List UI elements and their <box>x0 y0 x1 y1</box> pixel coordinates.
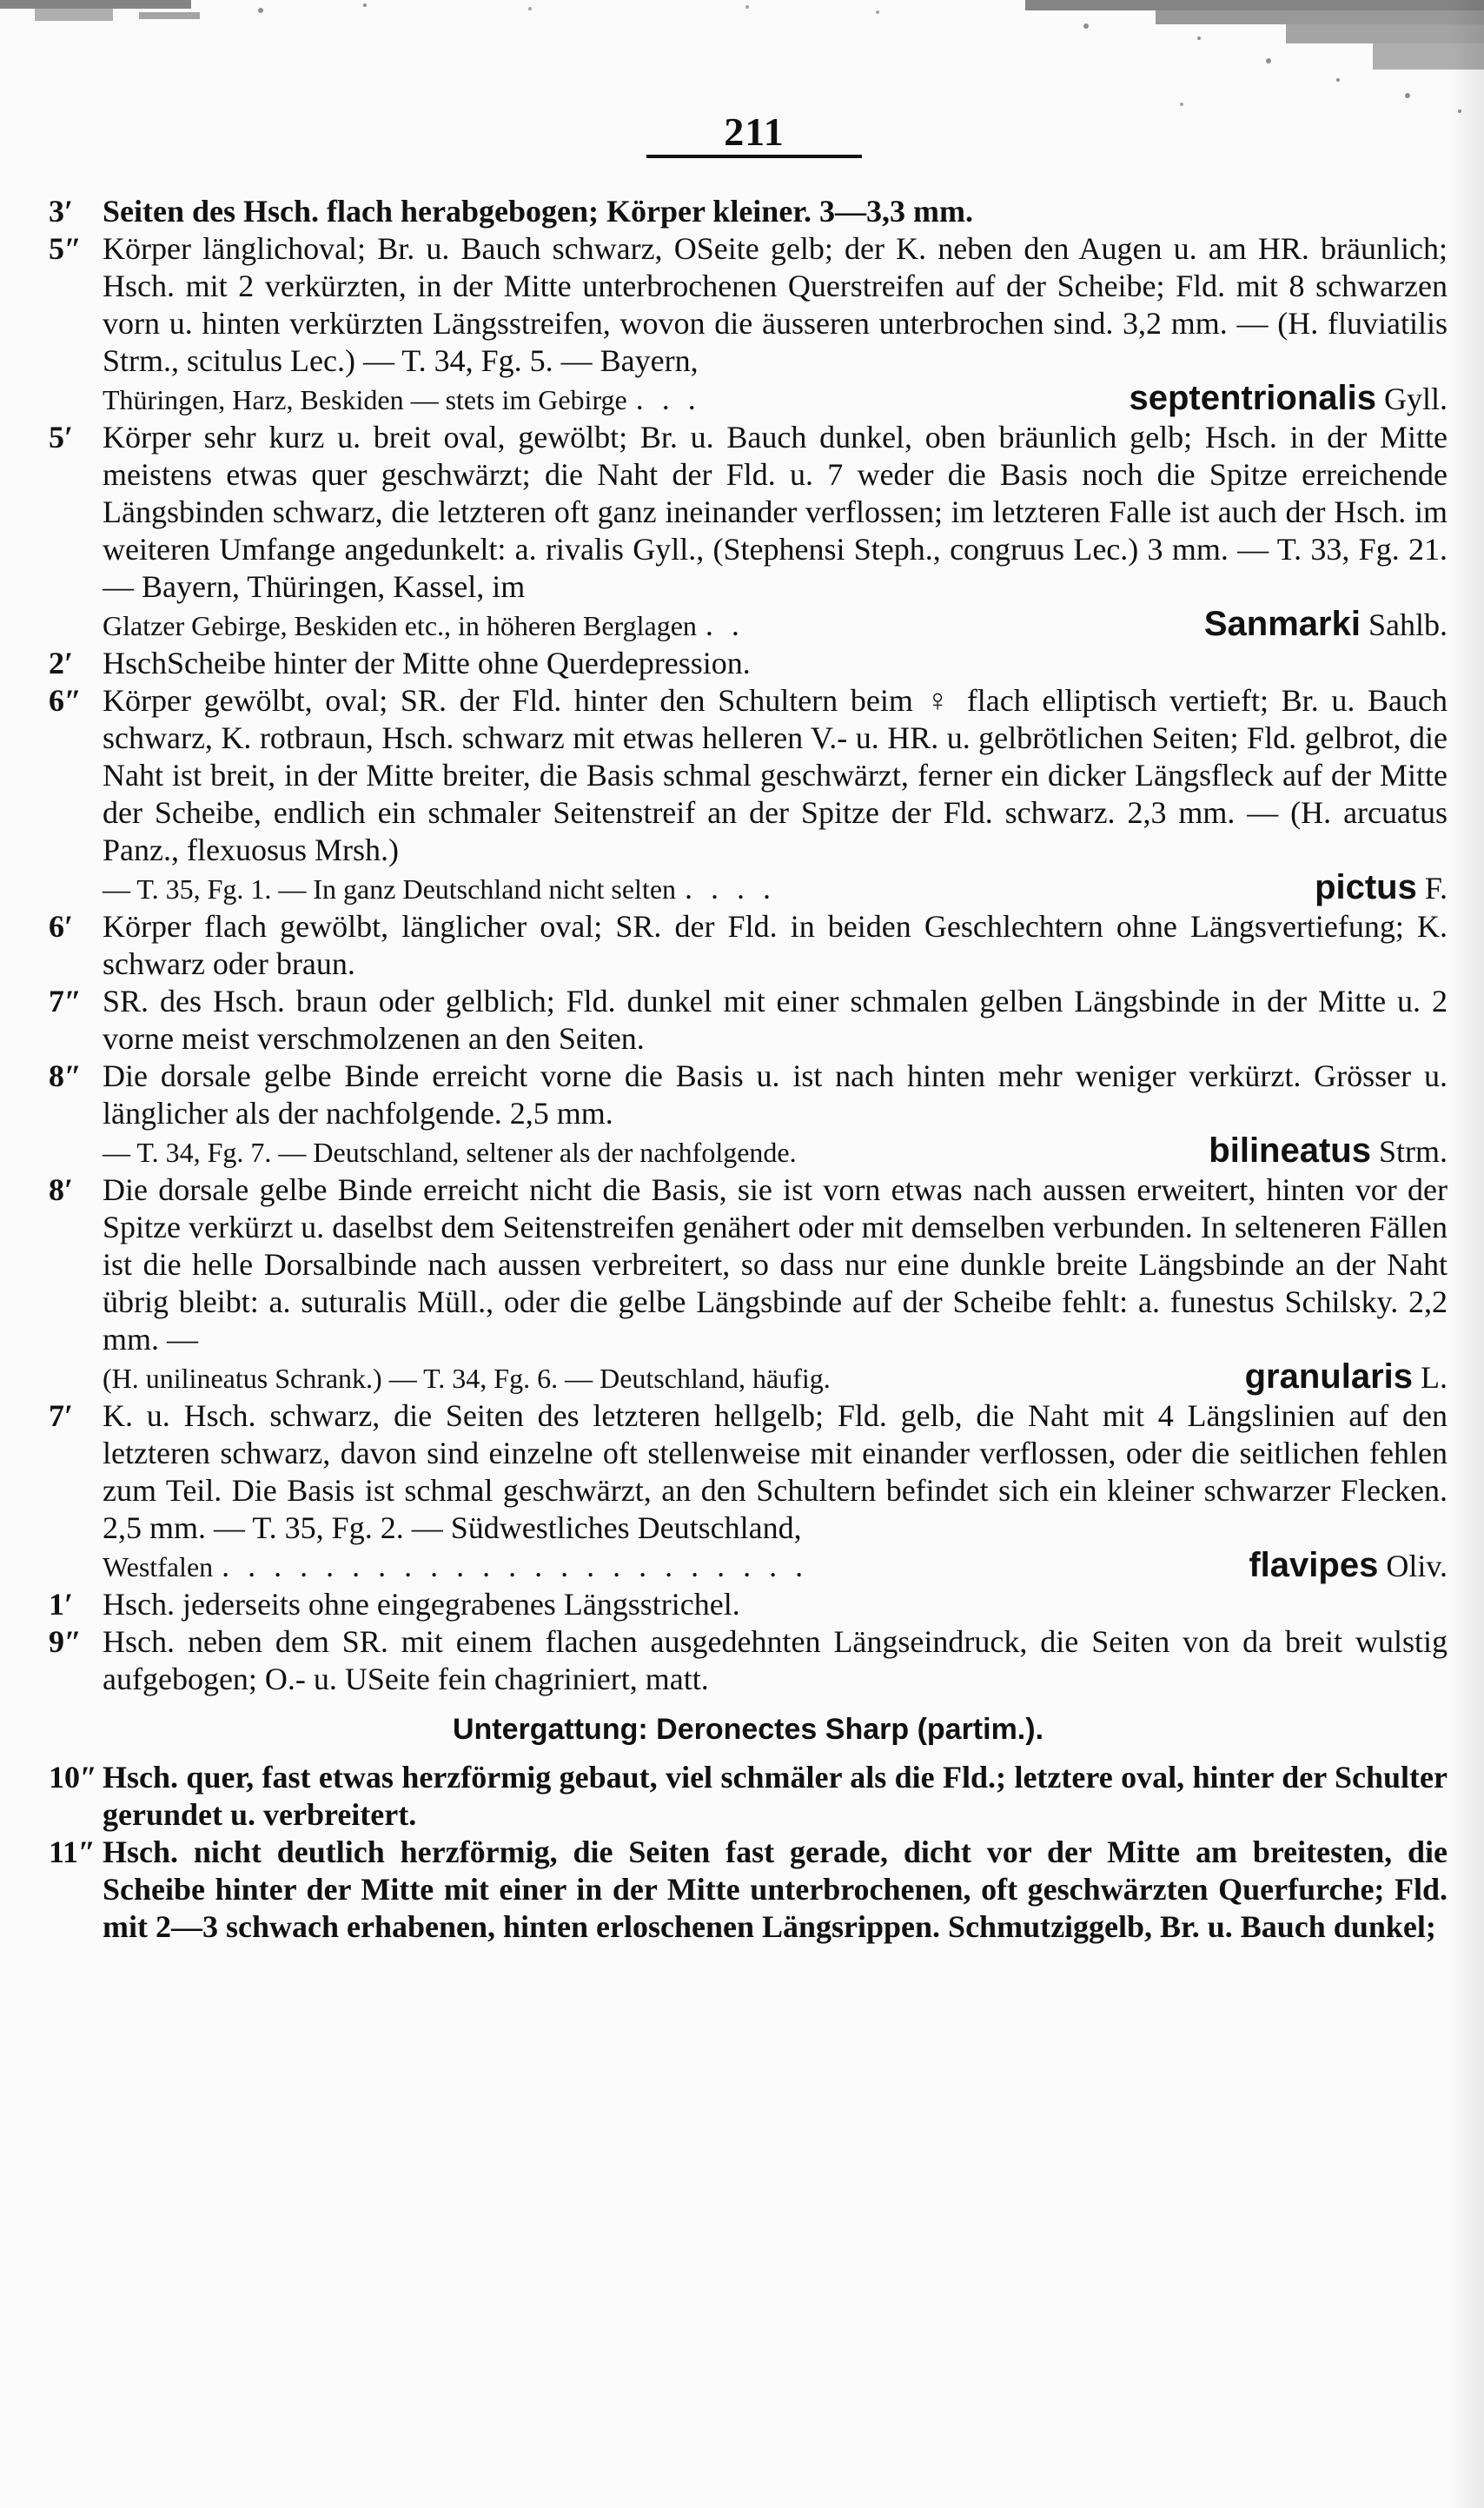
species-author: L. <box>1421 1360 1448 1395</box>
key-label: 5′ <box>49 420 74 454</box>
key-entry-8a <box>49 1058 1448 1171</box>
key-label: 3′ <box>49 194 74 229</box>
key-entry-6b <box>49 908 1448 983</box>
key-label: 7″ <box>49 984 82 1018</box>
species-author: Gyll. <box>1383 382 1448 416</box>
key-entry-6a <box>49 682 1448 908</box>
subgenus-heading: Untergattung: Deronectes Sharp (partim.). <box>452 1713 1044 1746</box>
species-line <box>103 380 1448 419</box>
locality: (H. unilineatus Schrank.) — T. 34, Fg. 6. — Deutschland, häufig. <box>103 1363 831 1394</box>
leader-dots: . . . . <box>685 871 777 906</box>
key-entry-5a <box>49 230 1448 419</box>
key-entry-9a <box>49 1623 1448 1698</box>
leader-dots: . . . . . . . . . . . . . . . . . . . . . . . <box>222 1549 809 1583</box>
key-label: 5″ <box>49 231 82 266</box>
key-entry-10a <box>49 1759 1448 1834</box>
species-name: flavipes <box>1249 1546 1379 1584</box>
leader-dots: . . <box>705 607 745 642</box>
key-label: 9″ <box>49 1624 82 1659</box>
page-number: 211 <box>724 109 785 154</box>
key-text: HschScheibe hinter der Mitte ohne Querdepression. <box>103 646 751 680</box>
species-name: bilineatus <box>1209 1131 1371 1170</box>
key-text: Hsch. jederseits ohne eingegrabenes Längsstrichel. <box>103 1587 740 1622</box>
locality: Thüringen, Harz, Beskiden — stets im Gebirge <box>103 384 627 415</box>
key-text: Die dorsale gelbe Binde erreicht vorne die Basis u. ist nach hinten mehr weniger verkürzt. Grösser u. länglicher als der nachfolgende. 2,5 mm. <box>103 1058 1448 1131</box>
page-edge-shadow <box>1449 0 1484 2508</box>
species-author: F. <box>1424 871 1448 906</box>
key-label: 1′ <box>49 1587 74 1622</box>
species-line <box>103 1547 1448 1586</box>
key-label: 6′ <box>49 909 74 944</box>
key-text: Körper flach gewölbt, länglicher oval; SR. der Fld. in beiden Geschlechtern ohne Längsvertiefung; K. schwarz oder braun. <box>103 909 1448 981</box>
key-entry-3b <box>49 193 1448 230</box>
species-line <box>103 869 1448 908</box>
key-entry-11a <box>49 1834 1448 1946</box>
page-number-rule <box>646 155 862 158</box>
key-text: K. u. Hsch. schwarz, die Seiten des letzteren hellgelb; Fld. gelb, die Naht mit 4 Längslinien auf den letzteren schwarz, davon sind einzelne oft stellenweise mit einander verflossen, oder die seitlichen fehlen zum Teil. Die Basis ist schmal geschwärzt, an den Schultern befindet sich ein kleiner schwarzer Flecken. 2,5 mm. — T. 35, Fg. 2. — Südwestliches Deutschland, <box>103 1398 1448 1545</box>
locality: — T. 34, Fg. 7. — Deutschland, seltener als der nachfolgende. <box>103 1137 797 1168</box>
key-label: 8″ <box>49 1058 82 1093</box>
species-author: Strm. <box>1378 1134 1448 1169</box>
key-label: 2′ <box>49 646 74 680</box>
key-entry-7b <box>49 1397 1448 1586</box>
scan-noise-top <box>0 0 1484 122</box>
locality: Glatzer Gebirge, Beskiden etc., in höheren Berglagen <box>103 610 697 641</box>
key-text: Hsch. quer, fast etwas herzförmig gebaut, viel schmäler als die Fld.; letztere oval, hinter der Schulter gerundet u. verbreitert. <box>103 1760 1448 1832</box>
key-label: 10″ <box>49 1760 97 1795</box>
species-line <box>103 606 1448 645</box>
key-label: 8′ <box>49 1172 74 1207</box>
key-entry-8b <box>49 1171 1448 1397</box>
key-text: Die dorsale gelbe Binde erreicht nicht die Basis, sie ist vorn etwas nach aussen erweitert, hinten vor der Spitze verkürzt u. daselbst dem Seitenstreifen genähert oder mit demselben verbunden. In selteneren Fällen ist die helle Dorsalbinde nach aussen verbreitert, so dass nur eine dunkle breite Längsbinde an der Naht übrig bleibt: a. suturalis Müll., oder die gelbe Längsbinde auf der Scheibe fehlt: a. funestus Schilsky. 2,2 mm. — <box>103 1172 1448 1357</box>
locality: Westfalen <box>103 1551 214 1582</box>
species-name: granularis <box>1244 1357 1413 1396</box>
key-entry-1b <box>49 1586 1448 1623</box>
species-line <box>103 1358 1448 1397</box>
key-label: 7′ <box>49 1398 74 1433</box>
species-author: Oliv. <box>1386 1549 1448 1583</box>
species-name: pictus <box>1315 868 1417 906</box>
species-name: septentrionalis <box>1129 379 1376 417</box>
leader-dots: . . . <box>635 382 701 416</box>
key-entry-7a <box>49 983 1448 1058</box>
species-author: Sahlb. <box>1368 607 1448 642</box>
key-label: 6″ <box>49 683 82 718</box>
key-entry-5b <box>49 419 1448 645</box>
key-text: Körper länglichoval; Br. u. Bauch schwarz, OSeite gelb; der K. neben den Augen u. am HR. bräunlich; Hsch. mit 2 verkürzten, in der Mitte unterbrochenen Querstreifen auf der Scheibe; Fld. mit 8 schwarzen vorn u. hinten verkürzten Längsstreifen, wovon die äusseren unterbrochen sind. 3,2 mm. — (H. fluviatilis Strm., scitulus Lec.) — T. 34, Fg. 5. — Bayern, <box>103 231 1448 378</box>
key-text <box>49 193 1448 1946</box>
key-text: SR. des Hsch. braun oder gelblich; Fld. dunkel mit einer schmalen gelben Längsbinde in der Mitte u. 2 vorne meist verschmolzenen an den Seiten. <box>103 984 1448 1056</box>
key-text: Körper gewölbt, oval; SR. der Fld. hinter den Schultern beim ♀ flach elliptisch vertieft; Br. u. Bauch schwarz, K. rotbraun, Hsch. schwarz mit etwas helleren V.- u. HR. u. gelbrötlichen Seiten; Fld. gelbrot, die Naht ist breit, in der Mitte breiter, die Basis schmal geschwärzt, ferner ein dicker Längsfleck auf der Mitte der Scheibe, endlich ein schmaler Seitenstreif an der Spitze der Fld. schwarz. 2,3 mm. — (H. arcuatus Panz., flexuosus Mrsh.) <box>103 683 1448 867</box>
key-entry-2b <box>49 645 1448 682</box>
locality: — T. 35, Fg. 1. — In ganz Deutschland nicht selten <box>103 873 677 905</box>
key-text: Körper sehr kurz u. breit oval, gewölbt; Br. u. Bauch dunkel, oben bräunlich gelb; Hsch. in der Mitte meistens etwas quer geschwärzt; die Naht der Fld. u. 7 weder die Basis noch die Spitze erreichende Längsbinden schwarz, die letzteren oft ganz ineinander verflossen; im letzteren Falle ist auch der Hsch. im weiteren Umfange angedunkelt: a. rivalis Gyll., (Stephensi Steph., congruus Lec.) 3 mm. — T. 33, Fg. 21. — Bayern, Thüringen, Kassel, im <box>103 420 1448 604</box>
key-text: Hsch. neben dem SR. mit einem flachen ausgedehnten Längseindruck, die Seiten von da breit wulstig aufgebogen; O.- u. USeite fein chagriniert, matt. <box>103 1624 1448 1696</box>
species-line <box>103 1132 1448 1171</box>
key-label: 11″ <box>49 1835 96 1869</box>
key-text: Seiten des Hsch. flach herabgebogen; Körper kleiner. 3—3,3 mm. <box>103 194 973 229</box>
key-text: Hsch. nicht deutlich herzförmig, die Seiten fast gerade, dicht vor der Mitte am breitesten, die Scheibe hinter der Mitte mit einer in der Mitte unterbrochenen, oft geschwärzten Querfurche; Fld. mit 2—3 schwach erhabenen, hinten erloschenen Längsrippen. Schmutziggelb, Br. u. Bauch dunkel; <box>103 1835 1448 1944</box>
species-name: Sanmarki <box>1203 605 1361 643</box>
